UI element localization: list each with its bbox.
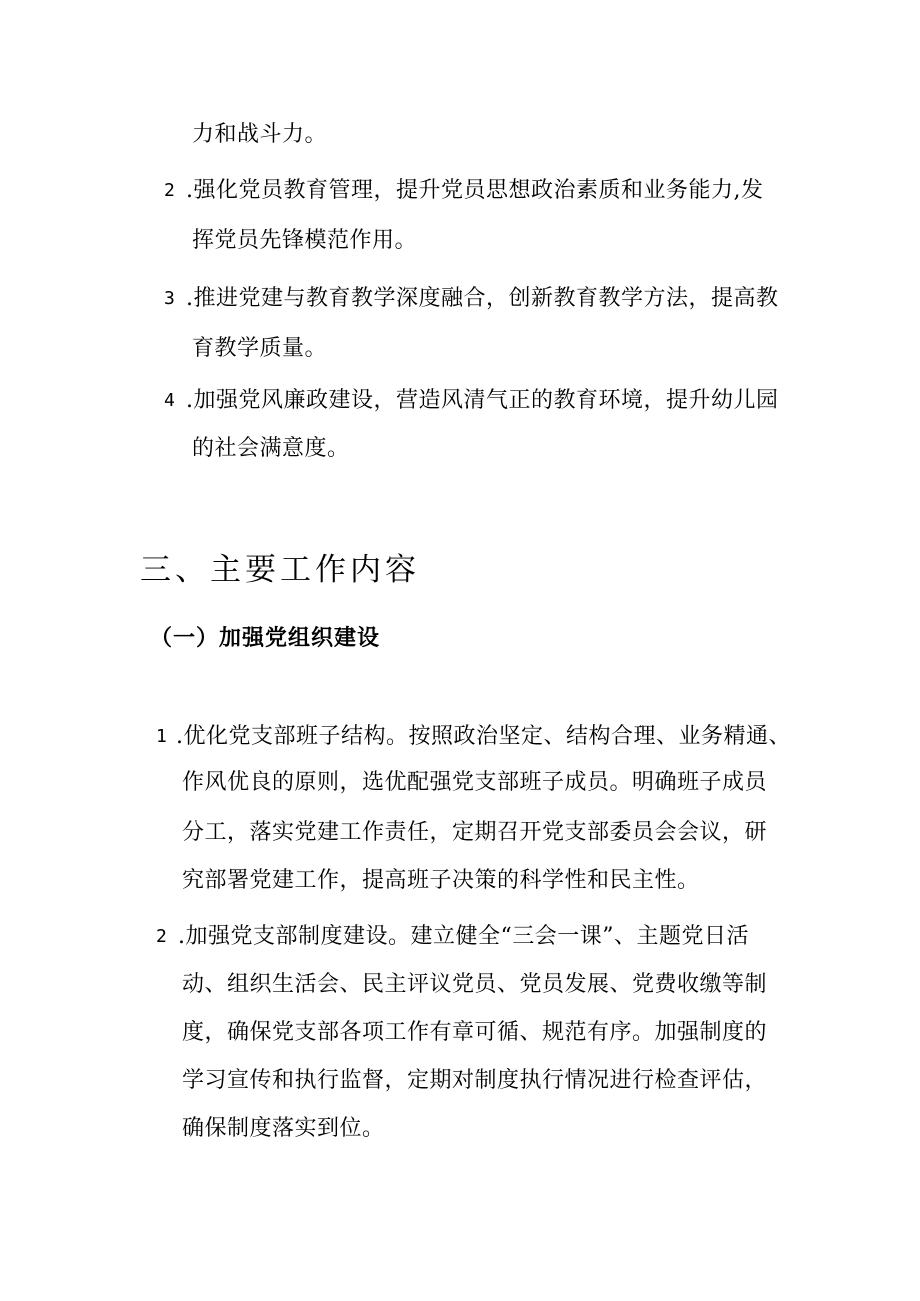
list-item-number: 2: [156, 926, 167, 947]
list-item-line: 度，确保党支部各项工作有章可循、规范有序。加强制度的: [182, 1020, 768, 1045]
list-item-number: 2: [164, 180, 175, 201]
section-heading: 三、主要工作内容: [140, 552, 420, 588]
list-item-line: 作风优良的原则，选优配强党支部班子成员。明确班子成员: [182, 770, 768, 795]
list-item-line: 的社会满意度。: [192, 436, 350, 461]
list-item-line: 学习宣传和执行监督，定期对制度执行情况进行检查评估，: [182, 1068, 768, 1093]
list-item-line: 育教学质量。: [192, 336, 328, 361]
list-item-line: 究部署党建工作，提高班子决策的科学性和民主性。: [182, 868, 700, 893]
list-item-line: 动、组织生活会、民主评议党员、党员发展、党费收缴等制: [182, 972, 768, 997]
subsection-heading: （一）加强党组织建设: [150, 626, 381, 651]
list-item-number: 1: [156, 726, 167, 747]
list-item-line: 确保制度落实到位。: [182, 1116, 385, 1141]
list-item-line: .加强党风廉政建设，营造风清气正的教育环境，提升幼儿园: [186, 388, 779, 413]
list-item-line: .加强党支部制度建设。建立健全“三会一课”、主题党日活: [178, 924, 749, 949]
list-item-line: 挥党员先锋模范作用。: [192, 228, 418, 253]
list-item-line: .强化党员教育管理，提升党员思想政治素质和业务能力,发: [186, 178, 764, 203]
list-item-line: 分工，落实党建工作责任，定期召开党支部委员会会议，研: [182, 820, 768, 845]
paragraph-continuation: 力和战斗力。: [192, 122, 328, 147]
list-item-number: 3: [164, 288, 175, 309]
list-item-line: .推进党建与教育教学深度融合，创新教育教学方法，提高教: [186, 286, 779, 311]
list-item-line: .优化党支部班子结构。按照政治坚定、结构合理、业务精通、: [176, 724, 791, 749]
list-item-number: 4: [164, 390, 175, 411]
